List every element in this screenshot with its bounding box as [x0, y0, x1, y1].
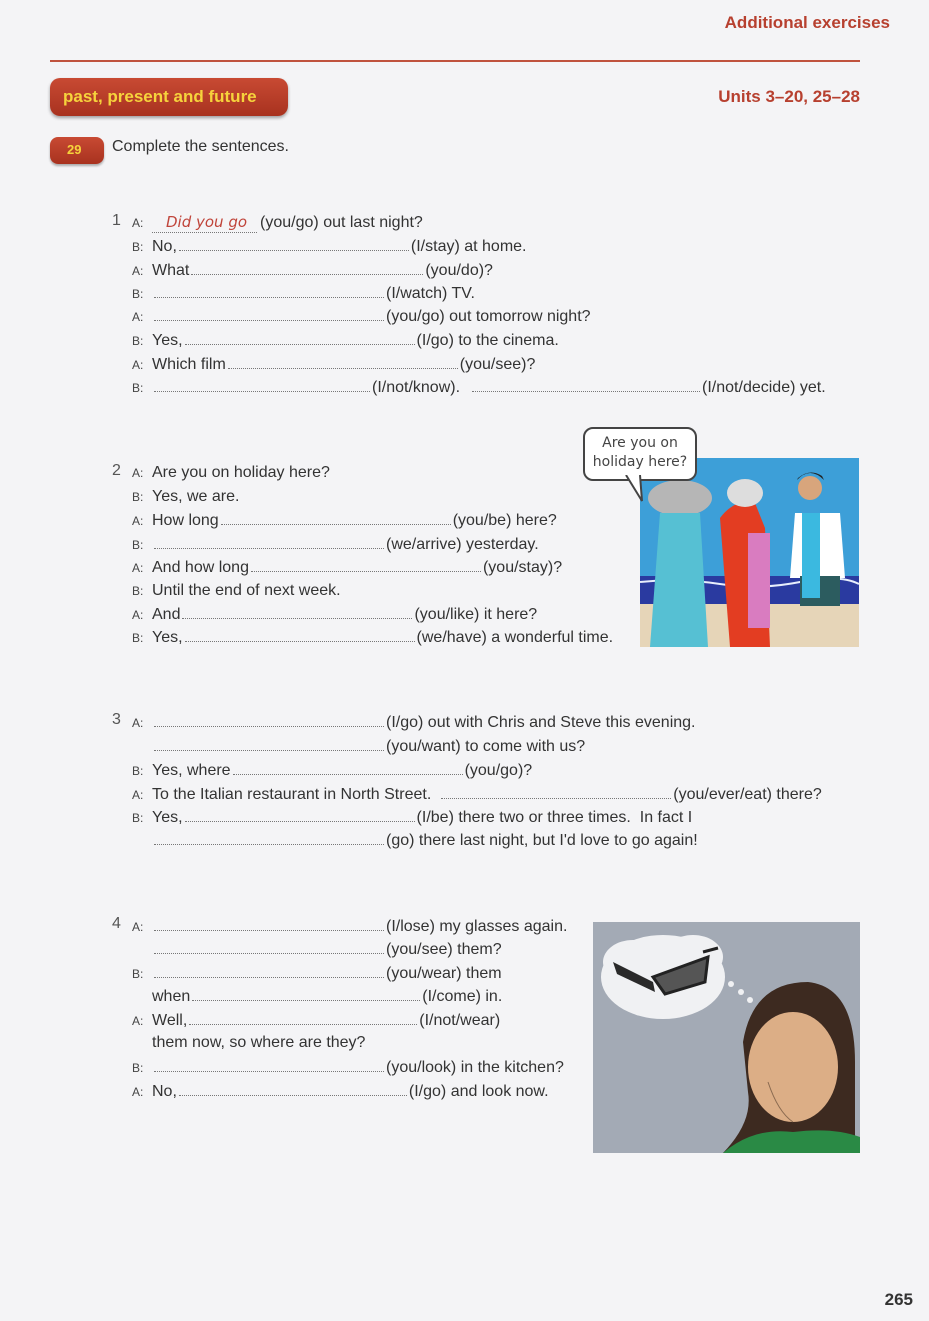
dialogue-line	[132, 462, 330, 484]
line-text: Yes,	[152, 809, 183, 826]
dialogue-number: 2	[112, 462, 121, 479]
example-answer: Did you go	[152, 214, 257, 233]
speaker-label: A:	[132, 310, 144, 324]
speaker-label: B:	[132, 334, 144, 348]
dialogue-line	[132, 212, 423, 234]
line-text: (we/arrive) yesterday.	[386, 536, 539, 553]
speaker-label: A:	[132, 1014, 144, 1028]
speaker-label: B:	[132, 811, 144, 825]
line-text: How long	[152, 512, 219, 529]
line-text: (you/look) in the kitchen?	[386, 1059, 564, 1076]
line-text: (I/go) and look now.	[408, 1083, 549, 1100]
answer-blank[interactable]	[185, 626, 415, 642]
dialogue-line	[132, 962, 502, 984]
answer-blank[interactable]	[154, 305, 384, 321]
answer-blank[interactable]	[179, 1080, 407, 1096]
speaker-label: A:	[132, 561, 144, 575]
speaker-label: A:	[132, 1085, 144, 1099]
dialogue-line	[132, 556, 562, 578]
line-text: (go) there last night, but I'd love to go again!	[386, 832, 698, 849]
dialogue-number: 3	[112, 711, 121, 728]
glasses-illustration	[593, 922, 860, 1153]
answer-blank[interactable]	[154, 376, 370, 392]
dialogue-line	[132, 711, 696, 733]
dialogue-line	[132, 829, 698, 851]
line-text: Yes, where	[152, 762, 231, 779]
line-text: What	[152, 262, 190, 279]
topic-label: past, present and future	[63, 87, 257, 106]
line-text: Yes, we are.	[152, 488, 240, 505]
speaker-label: A:	[132, 608, 144, 622]
speaker-label: B:	[132, 1061, 144, 1075]
line-text: And	[152, 606, 181, 623]
answer-blank[interactable]	[154, 1056, 384, 1072]
header-divider	[50, 60, 860, 62]
line-text: (I/not/decide) yet.	[702, 379, 826, 396]
units-reference: Units 3–20, 25–28	[718, 87, 860, 106]
speaker-label: B:	[132, 538, 144, 552]
answer-blank[interactable]	[154, 282, 384, 298]
dialogue-line	[132, 353, 535, 375]
dialogue-line	[132, 759, 532, 781]
speaker-label: B:	[132, 631, 144, 645]
line-text: when	[152, 988, 191, 1005]
answer-blank[interactable]	[191, 259, 423, 275]
line-text: To the Italian restaurant in North Street.	[152, 786, 432, 803]
answer-blank[interactable]	[154, 915, 384, 931]
line-text: (you/stay)?	[482, 559, 563, 576]
dialogue-line	[132, 1056, 564, 1078]
speaker-label: A:	[132, 466, 144, 480]
dialogue-line	[132, 626, 613, 648]
line-text: (I/stay) at home.	[410, 238, 527, 255]
line-text: Are you on holiday here?	[152, 464, 330, 481]
line-text: And how long	[152, 559, 249, 576]
speaker-label: B:	[132, 287, 144, 301]
line-text: Which film	[152, 356, 226, 373]
speaker-label: A:	[132, 358, 144, 372]
dialogue-line	[132, 735, 585, 757]
speech-bubble-tail	[622, 475, 662, 505]
line-text: (you/be) here?	[452, 512, 557, 529]
line-text: (you/wear) them	[386, 965, 502, 982]
dialogue-line	[132, 486, 239, 508]
line-text: (I/lose) my glasses again.	[386, 918, 568, 935]
dialogue-line	[132, 985, 502, 1007]
topic-pill	[50, 78, 288, 116]
line-text: (you/go)?	[464, 762, 533, 779]
speaker-label: A:	[132, 788, 144, 802]
speech-bubble-text: Are you on holiday here?	[592, 435, 688, 470]
answer-blank[interactable]	[441, 783, 671, 799]
dialogue-line	[132, 603, 537, 625]
answer-blank[interactable]	[192, 985, 420, 1001]
dialogue-line	[132, 938, 502, 960]
answer-blank[interactable]	[189, 1009, 417, 1025]
dialogue-line	[132, 235, 527, 257]
section-title: Additional exercises	[724, 13, 890, 32]
dialogue-line	[132, 806, 692, 828]
line-text: (I/not/wear)	[419, 1012, 501, 1029]
exercise-number: 29	[67, 142, 82, 157]
answer-blank[interactable]	[154, 829, 384, 845]
line-text: (you/ever/eat) there?	[673, 786, 822, 803]
speaker-label: A:	[132, 920, 144, 934]
speaker-label: A:	[132, 514, 144, 528]
line-text: them now, so where are they?	[152, 1034, 366, 1051]
dialogue-line	[132, 783, 822, 805]
dialogue-number: 4	[112, 915, 121, 932]
dialogue-line	[132, 259, 493, 281]
line-text: (I/go) to the cinema.	[416, 332, 559, 349]
line-text: (I/go) out with Chris and Steve this evening.	[386, 714, 696, 731]
answer-blank[interactable]	[233, 759, 463, 775]
dialogue-line	[132, 533, 539, 555]
dialogue-line	[132, 305, 591, 327]
speaker-label: A:	[132, 264, 144, 278]
speaker-label: B:	[132, 967, 144, 981]
line-text: Yes,	[152, 332, 183, 349]
speech-bubble	[583, 427, 697, 481]
page-number: 265	[884, 1290, 913, 1309]
exercise-number-badge	[50, 137, 104, 164]
answer-blank[interactable]	[185, 806, 415, 822]
line-text: Yes,	[152, 629, 183, 646]
answer-blank[interactable]	[179, 235, 409, 251]
line-text: No,	[152, 238, 177, 255]
answer-blank[interactable]	[472, 376, 700, 392]
line-text: (I/come) in.	[422, 988, 503, 1005]
line-text: (you/like) it here?	[414, 606, 538, 623]
dialogue-number: 1	[112, 212, 121, 229]
dialogue-line	[132, 1009, 500, 1031]
exercise-instruction: Complete the sentences.	[112, 138, 289, 155]
line-text: (you/see)?	[459, 356, 536, 373]
speaker-label: B:	[132, 584, 144, 598]
line-text: No,	[152, 1083, 177, 1100]
dialogue-line	[132, 580, 341, 602]
answer-blank[interactable]	[185, 329, 415, 345]
answer-blank[interactable]	[228, 353, 458, 369]
answer-blank[interactable]	[154, 711, 384, 727]
speaker-label: A:	[132, 216, 144, 230]
dialogue-line	[132, 1080, 549, 1102]
dialogue-line	[132, 509, 557, 531]
answer-blank[interactable]	[221, 509, 451, 525]
answer-blank[interactable]	[154, 735, 384, 751]
dialogue-line	[132, 329, 559, 351]
answer-blank[interactable]	[154, 533, 384, 549]
line-text: (you/want) to come with us?	[386, 738, 586, 755]
line-text: (you/see) them?	[386, 941, 502, 958]
answer-blank[interactable]	[251, 556, 481, 572]
line-text: (you/go) out last night?	[260, 214, 423, 231]
answer-blank[interactable]	[154, 962, 384, 978]
beach-illustration	[640, 458, 859, 647]
speaker-label: B:	[132, 240, 144, 254]
line-text: (you/do)?	[425, 262, 493, 279]
dialogue-line	[132, 282, 475, 304]
line-text: (I/not/know).	[372, 379, 461, 396]
line-text: Until the end of next week.	[152, 582, 341, 599]
line-text: (I/be) there two or three times. In fact I	[416, 809, 693, 826]
speaker-label: A:	[132, 716, 144, 730]
line-text: Well,	[152, 1012, 188, 1029]
line-text: (we/have) a wonderful time.	[416, 629, 614, 646]
line-text: (you/go) out tomorrow night?	[386, 308, 591, 325]
dialogue-line	[132, 915, 567, 937]
speaker-label: B:	[132, 764, 144, 778]
dialogue-line	[132, 376, 826, 398]
dialogue-line	[132, 1032, 365, 1054]
answer-blank[interactable]	[182, 603, 412, 619]
answer-blank[interactable]	[154, 938, 384, 954]
speaker-label: B:	[132, 381, 144, 395]
speaker-label: B:	[132, 490, 144, 504]
line-text: (I/watch) TV.	[386, 285, 475, 302]
